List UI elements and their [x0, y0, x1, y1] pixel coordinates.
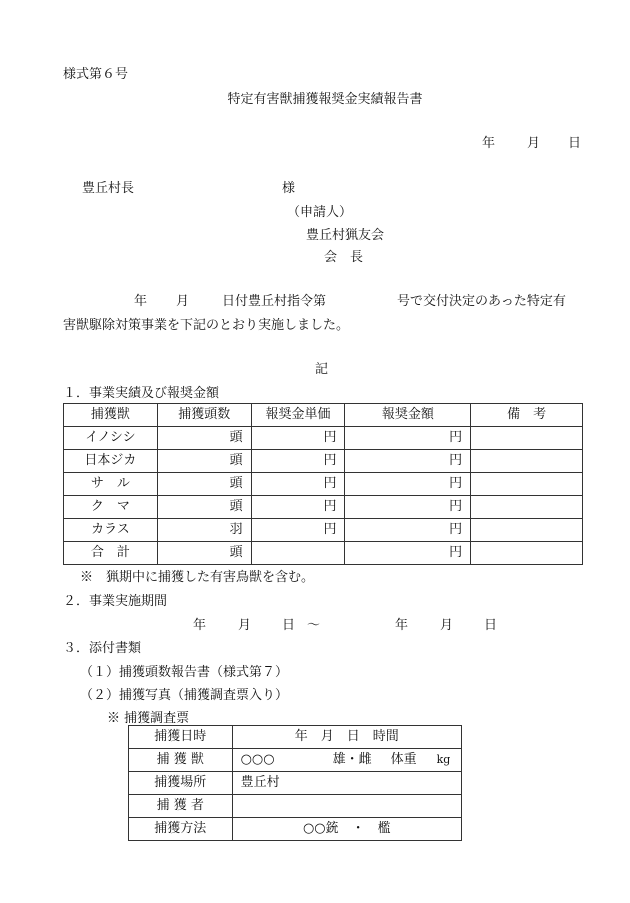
cell-note — [471, 519, 583, 542]
table-row — [64, 473, 583, 496]
section1-heading: １．事業実績及び報奨金額 — [63, 386, 220, 401]
cell-animal: 日本ジカ — [64, 450, 158, 473]
body-day-ref: 日付豊丘村指令第 — [222, 294, 327, 309]
survey-label: 捕獲方法 — [129, 818, 233, 841]
cell-animal: 合 計 — [64, 542, 158, 565]
period-d1: 日 — [282, 618, 296, 633]
cell-animal: イノシシ — [64, 427, 158, 450]
col-header: 報奨金額 — [345, 404, 471, 427]
survey-row — [129, 818, 462, 841]
survey-label: 捕 獲 獣 — [129, 749, 233, 772]
cell-animal: カラス — [64, 519, 158, 542]
cell-unit-price: 円 — [251, 496, 345, 519]
survey-row — [129, 795, 462, 818]
ki-heading: 記 — [315, 362, 329, 377]
col-header: 捕獲頭数 — [157, 404, 251, 427]
cell-unit-price: 円 — [251, 473, 345, 496]
body-month: 月 — [176, 294, 190, 309]
cell-count: 羽 — [157, 519, 251, 542]
period-m1: 月 — [238, 618, 252, 633]
table-row — [64, 427, 583, 450]
table-row — [64, 519, 583, 542]
form-number: 様式第６号 — [63, 67, 129, 82]
survey-row — [129, 749, 462, 772]
cell-count: 頭 — [157, 473, 251, 496]
cell-amount: 円 — [345, 519, 471, 542]
col-header: 捕獲獣 — [64, 404, 158, 427]
period-y1: 年 — [193, 618, 207, 633]
survey-value: 年 月 日 時間 — [232, 726, 461, 749]
survey-label: 捕獲日時 — [129, 726, 233, 749]
cell-amount: 円 — [345, 427, 471, 450]
section3-heading: ３．添付書類 — [63, 641, 142, 656]
table-header-row — [64, 404, 583, 427]
page-title: 特定有害獣捕獲報奨金実績報告書 — [227, 92, 423, 107]
survey-weight-label: 体重 — [390, 752, 417, 767]
table-row — [64, 496, 583, 519]
survey-weight-unit: kg — [436, 753, 451, 766]
applicant-position: 会 長 — [324, 250, 364, 265]
body-line2: 害獣駆除対策事業を下記のとおり実施しました。 — [63, 318, 350, 333]
col-header: 報奨金単価 — [251, 404, 345, 427]
cell-unit-price: 円 — [251, 519, 345, 542]
survey-value: ○○銃 ・ 檻 — [232, 818, 461, 841]
addressee-honorific: 様 — [282, 181, 296, 196]
survey-table — [128, 725, 462, 841]
cell-count: 頭 — [157, 450, 251, 473]
survey-label: 捕 獲 者 — [129, 795, 233, 818]
period-tilde: ～ — [307, 618, 321, 633]
cell-count: 頭 — [157, 427, 251, 450]
cell-note — [471, 427, 583, 450]
results-table — [63, 403, 583, 565]
attachment-item: （２）捕獲写真（捕獲調査票入り） — [80, 688, 289, 703]
cell-animal: サ ル — [64, 473, 158, 496]
period-d2: 日 — [484, 618, 498, 633]
cell-amount: 円 — [345, 450, 471, 473]
cell-note — [471, 542, 583, 565]
date-month: 月 — [527, 136, 541, 151]
body-suffix: 号で交付決定のあった特定有 — [397, 294, 566, 309]
cell-amount: 円 — [345, 473, 471, 496]
cell-count: 頭 — [157, 542, 251, 565]
survey-row — [129, 726, 462, 749]
addressee-name: 豊丘村長 — [82, 181, 135, 196]
cell-amount: 円 — [345, 496, 471, 519]
section2-heading: ２．事業実施期間 — [63, 594, 168, 609]
cell-count: 頭 — [157, 496, 251, 519]
survey-animal-value: ○○○ — [240, 752, 275, 767]
survey-value: 豊丘村 — [232, 772, 461, 795]
col-header: 備 考 — [471, 404, 583, 427]
period-m2: 月 — [440, 618, 454, 633]
cell-note — [471, 450, 583, 473]
body-year: 年 — [134, 294, 148, 309]
applicant-org: 豊丘村猟友会 — [306, 228, 385, 243]
survey-value — [232, 795, 461, 818]
table-total-row — [64, 542, 583, 565]
survey-sex: 雄・雌 — [332, 752, 372, 767]
date-day: 日 — [568, 136, 582, 151]
cell-note — [471, 496, 583, 519]
table-row — [64, 450, 583, 473]
cell-note — [471, 473, 583, 496]
cell-unit-price: 円 — [251, 450, 345, 473]
cell-amount: 円 — [345, 542, 471, 565]
cell-animal: ク マ — [64, 496, 158, 519]
survey-title: ※ 捕獲調査票 — [107, 711, 190, 726]
section1-note: ※ 猟期中に捕獲した有害鳥獣を含む。 — [80, 570, 315, 585]
applicant-label: （申請人） — [287, 205, 353, 220]
cell-unit-price — [251, 542, 345, 565]
cell-unit-price: 円 — [251, 427, 345, 450]
attachment-item: （１）捕獲頭数報告書（様式第７） — [80, 665, 289, 680]
survey-value — [232, 749, 461, 772]
survey-row — [129, 772, 462, 795]
period-y2: 年 — [395, 618, 409, 633]
date-year: 年 — [482, 136, 496, 151]
survey-label: 捕獲場所 — [129, 772, 233, 795]
